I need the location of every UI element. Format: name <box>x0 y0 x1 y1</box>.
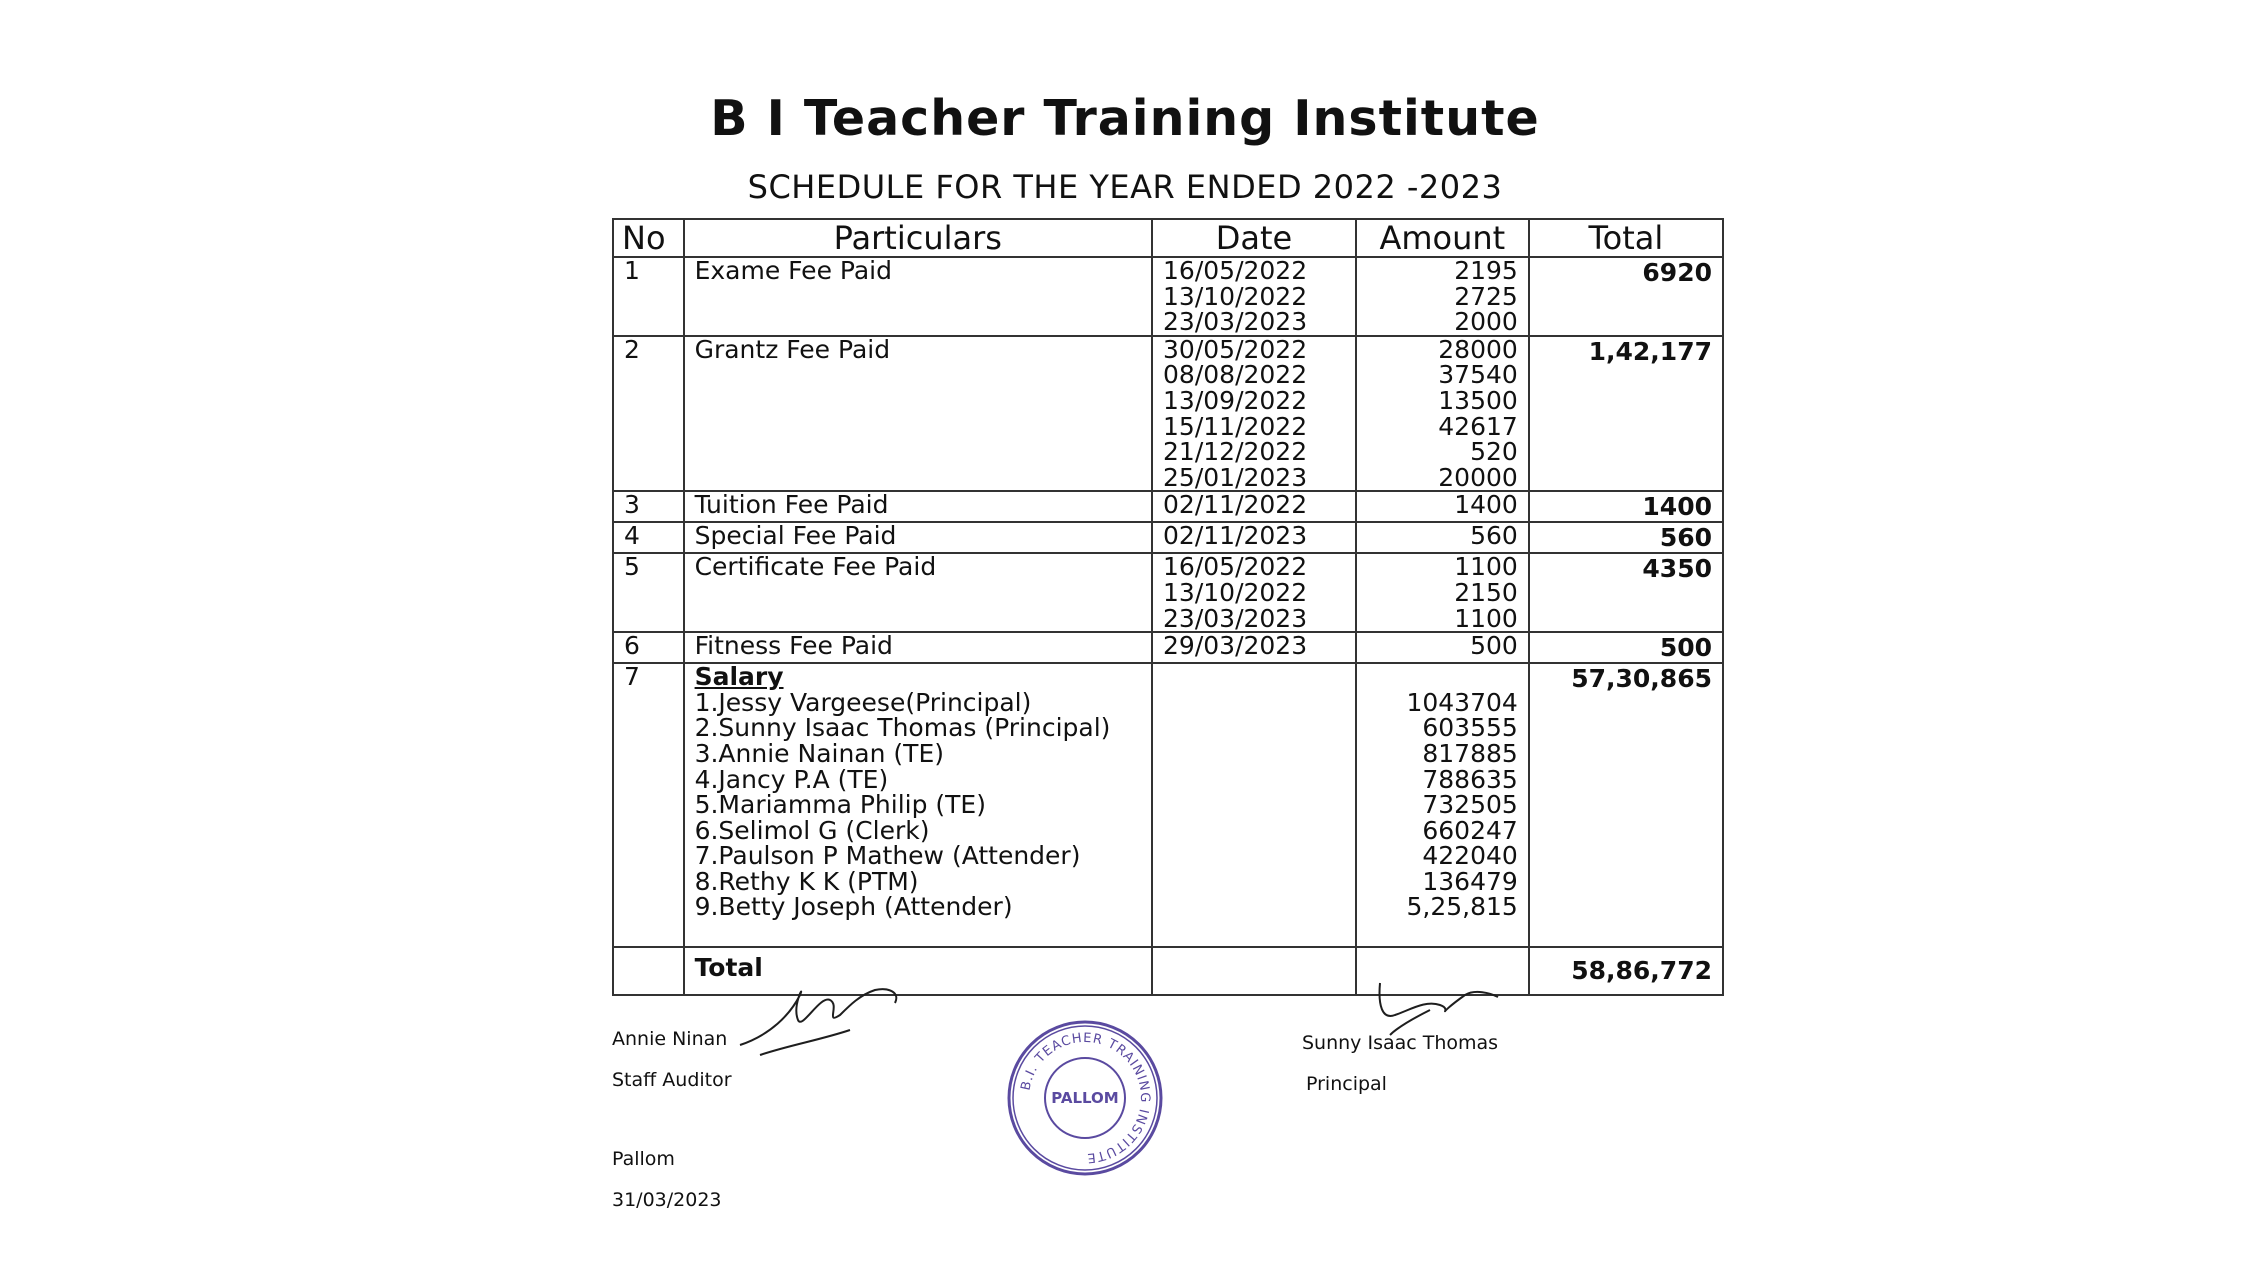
document-date: 31/03/2023 <box>612 1189 722 1211</box>
row-date: 30/05/2022 <box>1163 334 1308 364</box>
row-amounts <box>1356 553 1529 632</box>
table-row <box>613 257 1723 336</box>
row-no: 3 <box>613 491 684 522</box>
grand-total-label: Total <box>684 947 1152 995</box>
row-amount: 2195 <box>1454 256 1518 285</box>
row-amount: 520 <box>1470 437 1518 467</box>
row-particular: Grantz Fee Paid <box>684 336 1152 492</box>
row-amount: 13500 <box>1438 385 1518 415</box>
row-particular: Fitness Fee Paid <box>684 632 1152 663</box>
table-row <box>613 522 1723 553</box>
stamp-center-text: PALLOM <box>1051 1089 1119 1107</box>
salary-item-name: 7.Paulson P Mathew (Attender) <box>694 841 1081 871</box>
row-date: 13/10/2022 <box>1163 281 1308 311</box>
row-no: 1 <box>613 257 684 336</box>
row-dates <box>1152 336 1356 492</box>
table-row <box>613 491 1723 522</box>
row-date: 16/05/2022 <box>1163 552 1308 582</box>
auditor-role: Staff Auditor <box>612 1069 732 1091</box>
auditor-signature-icon <box>730 975 910 1065</box>
row-total: 6920 <box>1529 257 1723 336</box>
row-date: 23/03/2023 <box>1163 603 1308 633</box>
row-dates <box>1152 632 1356 663</box>
row-amounts <box>1356 257 1529 336</box>
row-date: 13/09/2022 <box>1163 385 1308 415</box>
stamp-ring-text: B.I. TEACHER TRAINING INSTITUTE <box>1018 1030 1153 1166</box>
row-date: 25/01/2023 <box>1163 462 1308 492</box>
table-row <box>613 553 1723 632</box>
principal-role: Principal <box>1306 1073 1387 1095</box>
principal-signature-icon <box>1370 975 1510 1045</box>
row-date: 29/03/2023 <box>1163 631 1308 661</box>
header-particulars: Particulars <box>684 219 1152 257</box>
salary-item-name: 4.Jancy P.A (TE) <box>694 764 889 794</box>
row-date: 02/11/2023 <box>1163 521 1308 551</box>
salary-item-amount: 660247 <box>1422 815 1518 845</box>
row-amount: 1400 <box>1454 490 1518 520</box>
document-title: B I Teacher Training Institute <box>710 90 1540 147</box>
auditor-name: Annie Ninan <box>612 1028 728 1050</box>
salary-date-cell <box>1152 663 1356 947</box>
schedule-table <box>612 218 1724 996</box>
header-amount: Amount <box>1356 219 1529 257</box>
row-total: 1400 <box>1529 491 1723 522</box>
salary-names <box>684 663 1152 947</box>
salary-item-amount: 422040 <box>1422 841 1518 871</box>
row-no: 6 <box>613 632 684 663</box>
salary-item-amount: 136479 <box>1422 866 1518 896</box>
row-date: 15/11/2022 <box>1163 411 1308 441</box>
salary-total: 57,30,865 <box>1529 663 1723 947</box>
salary-item-name: 5.Mariamma Philip (TE) <box>694 790 986 820</box>
row-amount: 500 <box>1470 631 1518 661</box>
row-dates <box>1152 522 1356 553</box>
row-date: 08/08/2022 <box>1163 360 1308 390</box>
salary-heading: Salary <box>694 662 784 692</box>
salary-item-name: 3.Annie Nainan (TE) <box>694 738 944 768</box>
row-amount: 2150 <box>1454 577 1518 607</box>
row-amount: 560 <box>1470 521 1518 551</box>
row-amounts <box>1356 632 1529 663</box>
table-row <box>613 632 1723 663</box>
row-particular: Certificate Fee Paid <box>684 553 1152 632</box>
grand-total-value: 58,86,772 <box>1529 947 1723 995</box>
row-total: 1,42,177 <box>1529 336 1723 492</box>
salary-no: 7 <box>613 663 684 947</box>
header-date: Date <box>1152 219 1356 257</box>
place: Pallom <box>612 1148 675 1170</box>
row-date: 23/03/2023 <box>1163 307 1308 337</box>
salary-item-name: 1.Jessy Vargeese(Principal) <box>694 687 1032 717</box>
row-no: 2 <box>613 336 684 492</box>
document-subtitle: SCHEDULE FOR THE YEAR ENDED 2022 -2023 <box>747 168 1503 206</box>
salary-item-amount: 1043704 <box>1406 687 1518 717</box>
row-dates <box>1152 257 1356 336</box>
salary-item-amount: 788635 <box>1422 764 1518 794</box>
salary-item-amount: 5,25,815 <box>1406 892 1518 922</box>
row-amount: 37540 <box>1438 360 1518 390</box>
table-row <box>613 336 1723 492</box>
row-amount: 2725 <box>1454 281 1518 311</box>
row-particular: Tuition Fee Paid <box>684 491 1152 522</box>
row-amount: 1100 <box>1454 552 1518 582</box>
row-no: 5 <box>613 553 684 632</box>
salary-amounts <box>1356 663 1529 947</box>
salary-item-amount: 817885 <box>1422 738 1518 768</box>
row-dates <box>1152 553 1356 632</box>
row-dates <box>1152 491 1356 522</box>
salary-item-name: 8.Rethy K K (PTM) <box>694 866 919 896</box>
salary-row <box>613 663 1723 947</box>
principal-name: Sunny Isaac Thomas <box>1302 1032 1499 1054</box>
row-particular: Exame Fee Paid <box>684 257 1152 336</box>
row-date: 13/10/2022 <box>1163 577 1308 607</box>
institute-stamp-icon <box>1005 1018 1165 1178</box>
row-total: 560 <box>1529 522 1723 553</box>
row-total: 500 <box>1529 632 1723 663</box>
table-body <box>613 257 1723 995</box>
row-no: 4 <box>613 522 684 553</box>
row-total: 4350 <box>1529 553 1723 632</box>
table-header-row <box>613 219 1723 257</box>
row-amount: 42617 <box>1438 411 1518 441</box>
row-amount: 28000 <box>1438 334 1518 364</box>
row-amount: 2000 <box>1454 307 1518 337</box>
salary-item-amount: 732505 <box>1422 790 1518 820</box>
row-amounts <box>1356 491 1529 522</box>
salary-item-name: 9.Betty Joseph (Attender) <box>694 892 1013 922</box>
row-amount: 20000 <box>1438 462 1518 492</box>
salary-item-amount: 603555 <box>1422 713 1518 743</box>
row-amounts <box>1356 522 1529 553</box>
row-particular: Special Fee Paid <box>684 522 1152 553</box>
header-total: Total <box>1529 219 1723 257</box>
row-amount: 1100 <box>1454 603 1518 633</box>
row-date: 16/05/2022 <box>1163 256 1308 285</box>
row-date: 21/12/2022 <box>1163 437 1308 467</box>
row-amounts <box>1356 336 1529 492</box>
header-no: No <box>613 219 684 257</box>
salary-item-name: 2.Sunny Isaac Thomas (Principal) <box>694 713 1111 743</box>
salary-item-name: 6.Selimol G (Clerk) <box>694 815 930 845</box>
row-date: 02/11/2022 <box>1163 490 1308 520</box>
